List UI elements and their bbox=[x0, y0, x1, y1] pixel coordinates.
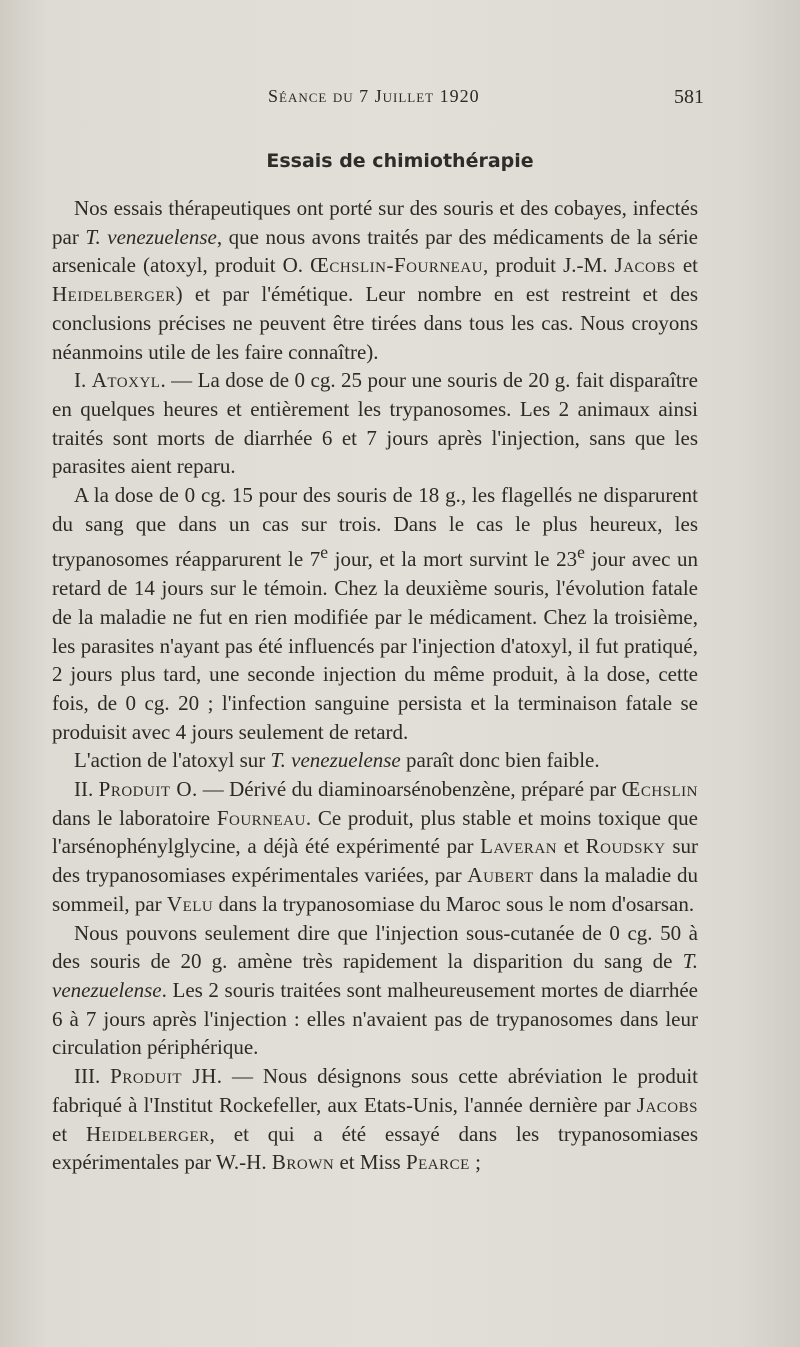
page-number: 581 bbox=[674, 86, 704, 108]
paragraph: L'action de l'atoxyl sur T. venezuelense paraît donc bien faible. bbox=[74, 748, 600, 773]
page-header bbox=[0, 86, 800, 116]
running-title: Séance du 7 Juillet 1920 bbox=[268, 86, 480, 106]
paragraph: Nous pouvons seulement dire que l'injection sous-cutanée de 0 cg. 50 à des souris de 20 g. amène très rapidement la disparition du sang de T. venezuelense. Les 2 souris traitées sont malheureusement mortes de diarrhée 6 à 7 jours après l'injection : elles n'avaient pas de trypanosomes dans leur circulation périphérique. bbox=[52, 920, 698, 1060]
paragraph: A la dose de 0 cg. 15 pour des souris de 18 g., les flagellés ne disparurent du sang que dans un cas sur trois. Dans le cas le plus heureux, les trypanosomes réapparurent le 7e jour, et la mort survint le 23e jour avec un retard de 14 jours sur le témoin. Chez la deuxième souris, l'évolution fatale de la maladie ne fut en rien modifiée par le médicament. Chez la troisième, les parasites n'ayant pas été influencés par l'injection d'atoxyl, il fut pratiqué, 2 jours plus tard, une seconde injection du même produit, à la dose, cette fois, de 0 cg. 20 ; l'infection sanguine persista et la terminaison fatale se produisit avec 4 jours seulement de retard. bbox=[52, 483, 699, 744]
paragraph: I. Atoxyl. — La dose de 0 cg. 25 pour une souris de 20 g. fait disparaître en quelques heures et entièrement les trypanosomes. Les 2 animaux ainsi traités sont morts de diarrhée 6 et 7 jours après l'injection, sans que les parasites aient reparu. bbox=[52, 368, 698, 479]
paragraph: Nos essais thérapeutiques ont porté sur des souris et des cobayes, infectés par T. venezuelense, que nous avons traités par des médicaments de la série arsenicale (atoxyl, produit O. Œchslin-Fourneau, produit J.-M. Jacobs et Heidelberger) et par l'émétique. Leur nombre en est restreint et des conclusions précises ne peuvent être tirées dans tous les cas. Nous croyons néanmoins utile de les faire connaître). bbox=[52, 196, 699, 364]
body-text bbox=[52, 194, 698, 1177]
paragraph: II. Produit O. — Dérivé du diaminoarsénobenzène, préparé par Œchslin dans le laboratoire Fourneau. Ce produit, plus stable et moins toxique que l'arsénophénylglycine, a déjà été expérimenté par Laveran et Roudsky sur des trypanosomiases expérimentales variées, par Aubert dans la maladie du sommeil, par Velu dans la trypanosomiase du Maroc sous le nom d'osarsan. bbox=[52, 777, 698, 916]
section-title: Essais de chimiothérapie bbox=[266, 150, 534, 172]
paragraph: III. Produit JH. — Nous désignons sous cette abréviation le produit fabriqué à l'Institut Rockefeller, aux Etats-Unis, l'année dernière par Jacobs et Heidelberger, et qui a été essayé dans les trypanosomiases expérimentales par W.-H. Brown et Miss Pearce ; bbox=[52, 1064, 699, 1175]
